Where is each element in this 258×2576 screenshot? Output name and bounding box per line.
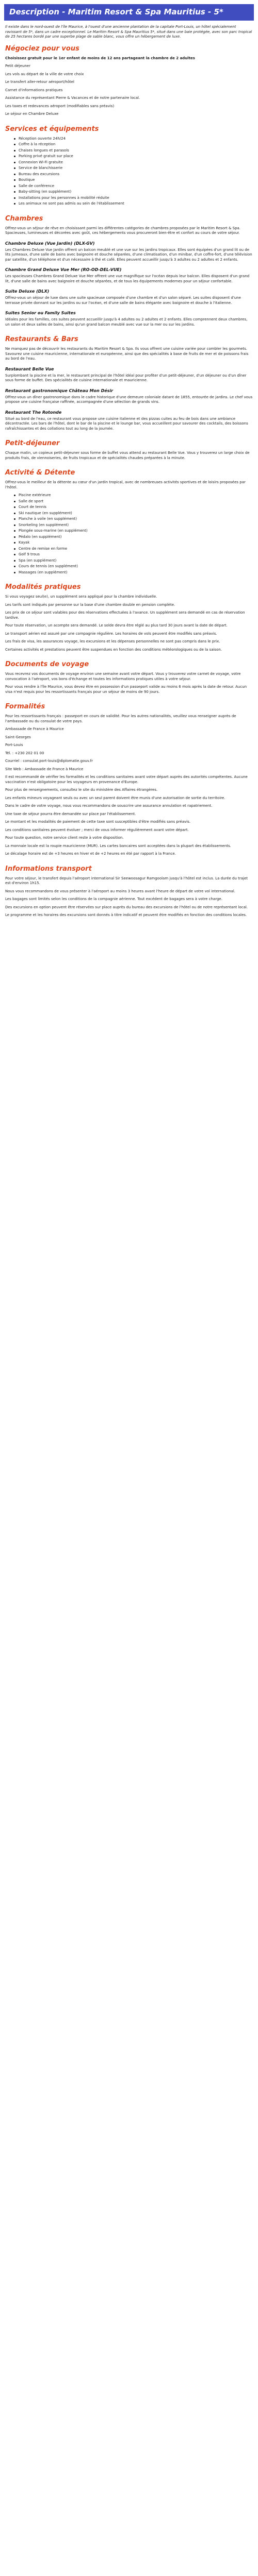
negociez-p4: Carnet d'informations pratiques xyxy=(5,88,63,92)
formalites-p9: Pour plus de renseignements, consultez le site du ministère des Affaires étrangères. xyxy=(5,788,158,792)
formalites-p8: Il est recommandé de vérifier les formalités et les conditions sanitaires avant votre départ auprès des autorités compétentes. Aucune vaccination n'est obligatoire pour les voyageurs en provenance d'Europe. xyxy=(5,775,248,784)
content xyxy=(0,24,258,942)
list-item: Massages (en supplément) xyxy=(19,570,253,575)
formalites-p3: Saint-Georges xyxy=(5,735,31,739)
list-item: Parking privé gratuit sur place xyxy=(19,154,253,159)
heading-restaurants: Restaurants & Bars xyxy=(5,335,78,343)
modalites-p1: Si vous voyagez seul(e), un supplément sera appliqué pour la chambre individuelle. xyxy=(5,595,157,599)
list-item: Kayak xyxy=(19,540,253,546)
heading-chambres: Chambres xyxy=(5,214,43,223)
suites-text: Idéales pour les familles, ces suites peuvent accueillir jusqu'à 4 adultes ou 2 adultes et 2 enfants. Elles comprennent deux chambres, un salon et deux salles de bains, ainsi qu'un grand balcon meublé avec vue sur la mer ou sur les jardins. xyxy=(5,317,248,327)
section-petit-dejeuner xyxy=(5,439,253,461)
heading-chambre-grand-deluxe: Chambre Grand Deluxe Vue Mer (RO-OD-DEL-VUE) xyxy=(5,267,122,272)
restaurants-intro: Ne manquez pas de découvrir les restaurants du Maritim Resort & Spa. Ils vous offrent une cuisine variée pour combler les gourmets. Savourez une cuisine mauricienne, internationale et européenne, ainsi que des spécialités à base de fruits de mer et de poissons frais au bord de l'eau. xyxy=(5,347,249,361)
section-modalites xyxy=(5,583,253,652)
formalites-p6: Courriel : consulat.port-louis@diplomatie.gouv.fr xyxy=(5,759,93,763)
list-item: Salle de conférence xyxy=(19,184,253,189)
modalites-p6: Les frais de visa, les assurances voyage, les excursions et les dépenses personnelles ne sont pas compris dans le prix. xyxy=(5,639,220,643)
negociez-p6: Les taxes et redevances aéroport (modifiables sans préavis) xyxy=(5,104,115,108)
modalites-p7: Certaines activités et prestations peuvent être suspendues en fonction des conditions météorologiques ou de la saison. xyxy=(5,647,222,652)
negociez-lead: Choisissez gratuit pour le 1er enfant de moins de 12 ans partageant la chambre de 2 adultes xyxy=(5,56,195,60)
petit-dejeuner-text: Chaque matin, un copieux petit-déjeuner sous forme de buffet vous attend au restaurant Belle Vue. Vous y trouverez un large choix de produits frais, de viennoiseries, de fruits tropicaux et de spécialités chaudes préparées à la minute. xyxy=(5,451,250,460)
formalites-p1: Pour les ressortissants français : passeport en cours de validité. Pour les autres nationalités, veuillez vous renseigner auprès de l'ambassade ou du consulat de votre pays. xyxy=(5,714,236,723)
heading-chambre-deluxe: Chambre Deluxe (Vue Jardin) (DLX-GV) xyxy=(5,241,95,246)
suite-deluxe-text: Offrez-vous un séjour de luxe dans une suite spacieuse composée d'une chambre et d'un salon séparé. Les suites disposent d'une terrasse privée donnant sur les jardins ou sur l'océan, et d'une salle de bains élégante avec baignoire et douche à l'italienne. xyxy=(5,296,241,305)
restaurant-chateau-text: Offrez-vous un dîner gastronomique dans le cadre historique d'une demeure coloniale datant de 1855, entourée de jardins. Le chef vous propose une cuisine française raffinée, accompagnée d'une sélection de grands vins. xyxy=(5,395,253,404)
modalites-p5: Le transport aérien est assuré par une compagnie régulière. Les horaires de vols peuvent être modifiés sans préavis. xyxy=(5,631,217,636)
list-item: Cours de tennis (en supplément) xyxy=(19,564,253,569)
documents-p1: Vous recevrez vos documents de voyage environ une semaine avant votre départ. Vous y trouverez votre carnet de voyage, votre convocation à l'aéroport, vos bons d'échange et toutes les informations pratiques utiles à votre séjour. xyxy=(5,672,241,681)
infos-p2: Nous vous recommandons de vous présenter à l'aéroport au moins 3 heures avant l'heure de départ de votre vol international. xyxy=(5,889,235,893)
activites-intro: Offrez-vous le meilleur de la détente au cœur d'un jardin tropical, avec de nombreuses activités sportives et de loisirs proposées par l'hôtel. xyxy=(5,480,246,489)
list-item: Chaises longues et parasols xyxy=(19,148,253,154)
activites-list xyxy=(5,493,253,575)
page xyxy=(0,4,258,942)
list-item: Centre de remise en forme xyxy=(19,547,253,552)
heading-suite-deluxe: Suite Deluxe (DLX) xyxy=(5,289,50,294)
title-banner xyxy=(4,4,254,21)
formalites-p10: Les enfants mineurs voyageant seuls ou avec un seul parent doivent être munis d'une autorisation de sortie du territoire. xyxy=(5,795,225,800)
formalites-p15: Pour toute question, notre service client reste à votre disposition. xyxy=(5,836,124,840)
heading-informations-transport: Informations transport xyxy=(5,865,92,873)
heading-restaurant-belle-vue: Restaurant Belle Vue xyxy=(5,366,54,371)
negociez-p2: Les vols au départ de la ville de votre choix xyxy=(5,72,84,76)
infos-p3: Les bagages sont limités selon les conditions de la compagnie aérienne. Tout excédent de bagages sera à votre charge. xyxy=(5,897,222,901)
list-item: Baby-sitting (en supplément) xyxy=(19,190,253,195)
page-title: Description - Maritim Resort & Spa Mauritius - 5* xyxy=(9,7,223,16)
chambres-intro: Offrez-vous un séjour de rêve en choisissant parmi les différentes catégories de chambres proposées par le Maritim Resort & Spa. Spacieuses, lumineuses et décorées avec goût, ces hébergements vous procureront bien-être et confort au cours de votre séjour. xyxy=(5,226,241,235)
section-activites xyxy=(5,469,253,575)
formalites-p11: Dans le cadre de votre voyage, nous vous recommandons de souscrire une assurance annulation et rapatriement. xyxy=(5,804,213,808)
formalites-p16: La monnaie locale est la roupie mauricienne (MUR). Les cartes bancaires sont acceptées dans la plupart des établissements. xyxy=(5,843,231,848)
section-services xyxy=(5,125,253,207)
formalites-p7: Site Web : Ambassade de France à Maurice xyxy=(5,767,84,771)
formalites-p4: Port-Louis xyxy=(5,743,23,747)
negociez-p7: Le séjour en Chambre Deluxe xyxy=(5,112,59,116)
list-item: Snorkeling (en supplément) xyxy=(19,523,253,528)
heading-petit-dejeuner: Petit-déjeuner xyxy=(5,439,60,447)
list-item: Planche à voile (en supplément) xyxy=(19,517,253,522)
modalites-p4: Pour toute réservation, un acompte sera demandé. Le solde devra être réglé au plus tard 30 jours avant la date de départ. xyxy=(5,623,228,628)
heading-restaurant-rotonde: Restaurant The Rotonde xyxy=(5,410,62,415)
infos-p5: Le programme et les horaires des excursions sont donnés à titre indicatif et peuvent être modifiés en fonction des conditions locales. xyxy=(5,913,247,917)
documents-p2: Pour vous rendre à l'île Maurice, vous devez être en possession d'un passeport valide au moins 6 mois après la date de retour. Aucun visa n'est requis pour les ressortissants français pour un séjour de moins de 90 jours. xyxy=(5,685,247,694)
chambre-grand-deluxe-text: Les spacieuses Chambres Grand Deluxe Vue Mer offrent une vue magnifique sur l'océan depuis leur balcon. Elles disposent d'un grand lit, d'une salle de bains avec baignoire et douche séparées, et de tous les équipements modernes pour un séjour confortable. xyxy=(5,274,250,283)
list-item: Plongée sous-marine (en supplément) xyxy=(19,529,253,534)
formalites-p17: Le décalage horaire est de +3 heures en hiver et de +2 heures en été par rapport à la France. xyxy=(5,852,176,856)
section-informations-transport xyxy=(5,865,253,918)
section-negociez xyxy=(5,45,253,117)
chambre-deluxe-text: Les Chambres Deluxe Vue Jardin offrent un balcon meublé et une vue sur les jardins tropicaux. Elles sont équipées d'un grand lit ou de lits jumeaux, d'une salle de bains avec baignoire et douche séparées, d'une climatisation, d'un minibar, d'un coffre-fort, d'une télévision par satellite, d'un téléphone et d'un nécessaire à thé et café. Elles peuvent accueillir jusqu'à 3 adultes ou 2 adultes et 2 enfants. xyxy=(5,247,252,262)
list-item: Service de blanchisserie xyxy=(19,166,253,171)
negociez-p1: Petit déjeuner xyxy=(5,64,30,68)
list-item: Court de tennis xyxy=(19,505,253,510)
list-item: Salle de sport xyxy=(19,499,253,504)
intro-text: Il existe dans le nord-ouest de l'île Maurice, à l'ouest d'une ancienne plantation de la capitale Port-Louis, un hôtel spécialement ravissant de 5*, dans un cadre exceptionnel. Le Maritim Resort & Spa Mauritius 5*, situé dans une baie protégée, avec son parc tropical de 25 hectares bordé par une superbe plage de sable blanc, vous offre un hébergement de luxe. xyxy=(5,25,252,39)
infos-p1: Pour votre séjour, le transfert depuis l'aéroport international Sir Seewoosagur Ramgoolam jusqu'à l'hôtel est inclus. La durée du trajet est d'environ 1h15. xyxy=(5,876,248,885)
heading-documents: Documents de voyage xyxy=(5,660,89,668)
infos-p4: Des excursions en option peuvent être réservées sur place auprès du bureau des excursions de l'hôtel ou de notre représentant local. xyxy=(5,905,248,909)
list-item: Connexion Wi-Fi gratuite xyxy=(19,160,253,165)
heading-services: Services et équipements xyxy=(5,125,99,133)
formalites-p14: Les conditions sanitaires peuvent évoluer ; merci de vous informer régulièrement avant votre départ. xyxy=(5,827,189,832)
list-item: Pédalo (en supplément) xyxy=(19,535,253,540)
list-item: Spa (en supplément) xyxy=(19,558,253,564)
list-item: Piscine extérieure xyxy=(19,493,253,498)
restaurant-rotonde-text: Situé au bord de l'eau, ce restaurant vous propose une cuisine italienne et des pizzas cuites au feu de bois dans une ambiance décontractée. Les bars de l'hôtel, dont le bar de la piscine et le lounge bar, vous accueillent pour savourer des cocktails, des boissons rafraîchissantes et des collations tout au long de la journée. xyxy=(5,416,248,431)
restaurant-belle-vue-text: Surplombant la piscine et la mer, le restaurant principal de l'hôtel idéal pour profiter d'un petit-déjeuner, d'un déjeuner ou d'un dîner sous forme de buffet. Des spécialités de cuisine internationale et mauricienne. xyxy=(5,373,247,382)
section-chambres xyxy=(5,215,253,328)
list-item: Réception ouverte 24h/24 xyxy=(19,137,253,142)
list-item: Boutique xyxy=(19,178,253,183)
list-item: Les animaux ne sont pas admis au sein de l'établissement xyxy=(19,201,253,207)
section-restaurants xyxy=(5,335,253,431)
heading-restaurant-chateau: Restaurant gastronomique Château Mon Désir xyxy=(5,388,114,393)
formalites-p5: Tél. : +230 202 01 00 xyxy=(5,751,44,755)
services-list xyxy=(5,137,253,207)
heading-activites: Activité & Détente xyxy=(5,469,75,477)
list-item: Installations pour les personnes à mobilité réduite xyxy=(19,196,253,201)
formalites-p13: Le montant et les modalités de paiement de cette taxe sont susceptibles d'être modifiés sans préavis. xyxy=(5,820,191,824)
negociez-p3: Le transfert aller-retour aéroport/hôtel xyxy=(5,80,74,84)
heading-formalites: Formalités xyxy=(5,703,45,710)
modalites-p2: Les tarifs sont indiqués par personne sur la base d'une chambre double en pension complète. xyxy=(5,602,175,607)
formalites-p12: Une taxe de séjour pourra être demandée sur place par l'établissement. xyxy=(5,811,136,816)
list-item: Golf 9 trous xyxy=(19,552,253,557)
heading-negociez: Négociez pour vous xyxy=(5,44,79,53)
modalites-p3: Les prix de ce séjour sont valables pour des réservations effectuées à l'avance. Un supplément sera demandé en cas de réservation tardive. xyxy=(5,611,245,620)
heading-modalites: Modalités pratiques xyxy=(5,583,81,591)
list-item: Coffre à la réception xyxy=(19,142,253,147)
list-item: Ski nautique (en supplément) xyxy=(19,511,253,516)
section-documents xyxy=(5,660,253,694)
list-item: Bureau des excursions xyxy=(19,172,253,177)
heading-suites: Suites Senior ou Family Suites xyxy=(5,311,76,315)
section-formalites xyxy=(5,703,253,857)
formalites-p2: Ambassade de France à Maurice xyxy=(5,727,64,731)
negociez-p5: Assistance du représentant Pierre & Vacances et de notre partenaire local. xyxy=(5,96,140,100)
